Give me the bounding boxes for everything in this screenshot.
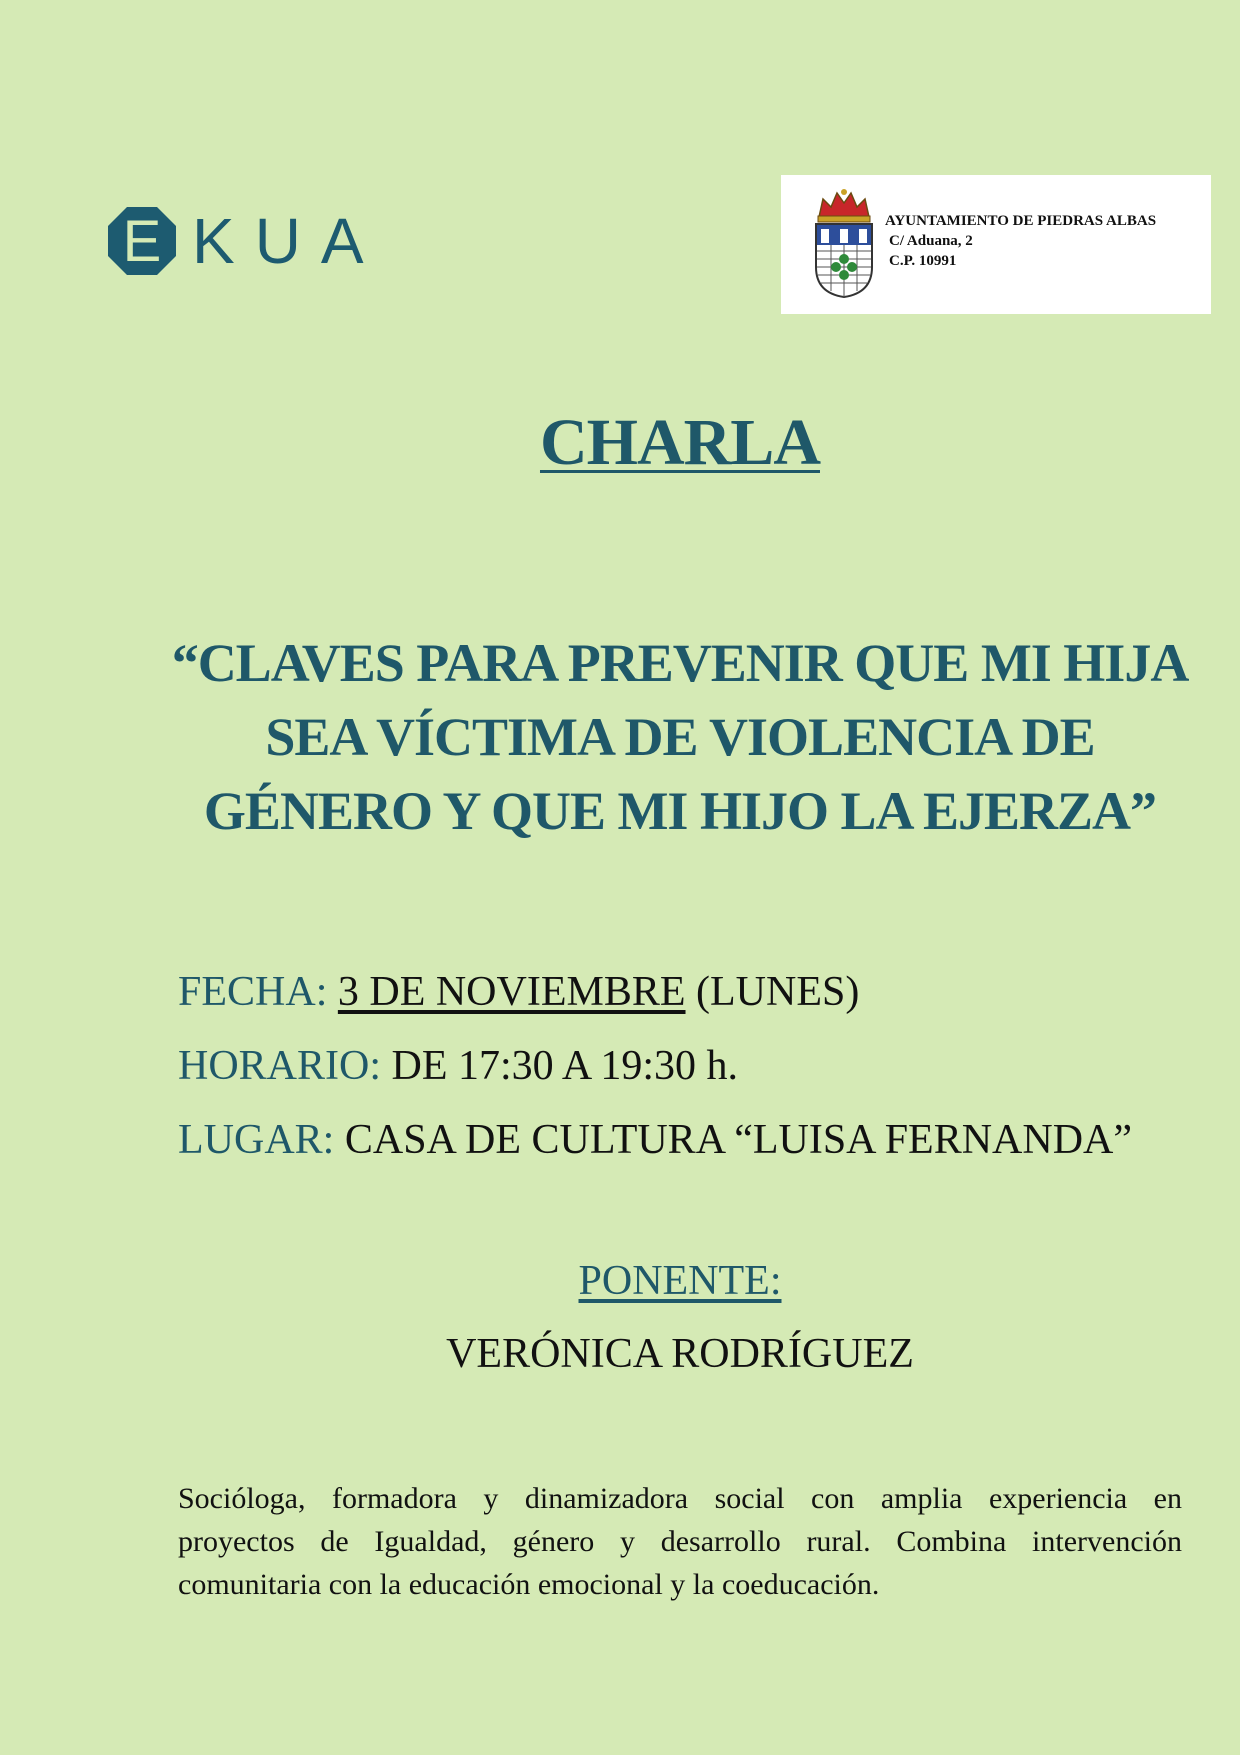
ayuntamiento-address: C/ Aduana, 2 xyxy=(889,233,973,249)
ayuntamiento-postal-code: C.P. 10991 xyxy=(889,253,957,269)
page-title: CHARLA xyxy=(539,406,820,479)
speaker-name: VERÓNICA RODRÍGUEZ xyxy=(446,1331,914,1377)
ekua-hexagon-icon xyxy=(106,205,178,277)
place-label: LUGAR: xyxy=(178,1117,335,1163)
date-label: FECHA: xyxy=(178,969,328,1015)
talk-topic-line: SEA VÍCTIMA DE VIOLENCIA DE xyxy=(265,707,1095,767)
talk-topic-line: GÉNERO Y QUE MI HIJO LA EJERZA” xyxy=(203,781,1157,841)
event-details xyxy=(178,955,1132,1177)
bio-line: Socióloga, formadora y dinamizadora social con amplia experiencia en xyxy=(178,1482,1182,1515)
speaker-label: PONENTE: xyxy=(578,1258,782,1304)
date-row xyxy=(178,955,1132,1029)
ekua-wordmark: KUA xyxy=(192,205,384,277)
ekua-icon-letter: E xyxy=(122,209,162,274)
date-weekday: (LUNES) xyxy=(696,969,860,1015)
ekua-logo xyxy=(106,205,384,277)
time-label: HORARIO: xyxy=(178,1043,382,1089)
ayuntamiento-header xyxy=(781,175,1211,314)
place-value: CASA DE CULTURA “LUISA FERNANDA” xyxy=(344,1117,1133,1163)
time-row xyxy=(178,1029,1132,1103)
bio-line: comunitaria con la educación emocional y la coeducación. xyxy=(178,1568,880,1601)
coat-of-arms-icon xyxy=(811,187,877,299)
ayuntamiento-name: AYUNTAMIENTO DE PIEDRAS ALBAS xyxy=(885,213,1157,229)
talk-topic xyxy=(150,626,1210,848)
time-value: DE 17:30 A 19:30 h. xyxy=(391,1043,739,1089)
speaker-bio xyxy=(178,1477,1182,1606)
place-row xyxy=(178,1103,1132,1177)
bio-line: proyectos de Igualdad, género y desarrollo rural. Combina intervención xyxy=(178,1525,1182,1558)
date-value: 3 DE NOVIEMBRE xyxy=(337,969,686,1015)
talk-topic-line: “CLAVES PARA PREVENIR QUE MI HIJA xyxy=(171,633,1189,693)
